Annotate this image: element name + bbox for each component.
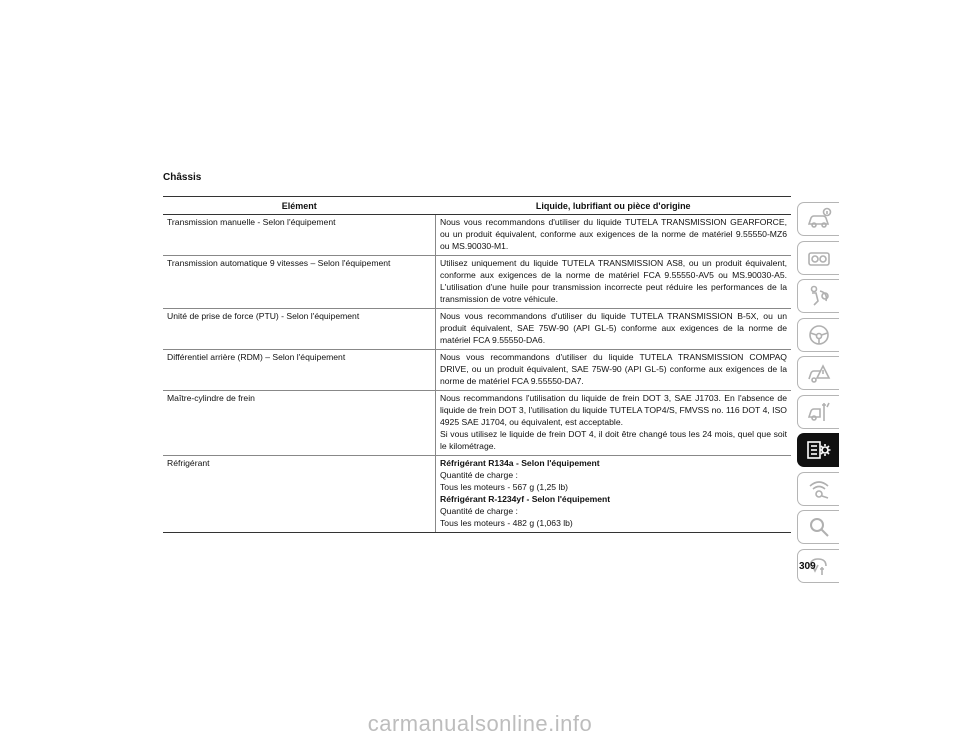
table-row: [163, 391, 791, 456]
tab-car-info[interactable]: [797, 202, 839, 236]
row-description: [436, 456, 792, 533]
car-warning-icon: [806, 360, 832, 386]
tab-safety[interactable]: [797, 279, 839, 313]
refrigerant-r1234yf-qty-label: Quantité de charge :: [440, 506, 518, 516]
row-description: Utilisez uniquement du liquide TUTELA TRANSMISSION AS8, ou un produit équivalent, conforme aux exigences de la norme de matériel FCA 9.55550-AV5 ou MS.90030-A5. L'utilisation d'une huile pour transmission incorrecte peut réduire les performances de la transmission de votre véhicule.: [436, 256, 792, 309]
refrigerant-r134a-qty-label: Quantité de charge :: [440, 470, 518, 480]
index-search-icon: [806, 514, 832, 540]
brake-fluid-note: Si vous utilisez le liquide de frein DOT 4, il doit être changé tous les 24 mois, quel que soit le kilométrage.: [440, 429, 787, 451]
watermark: carmanualsonline.info: [367, 711, 593, 736]
tab-warnings[interactable]: [797, 356, 839, 390]
tab-starting[interactable]: [797, 318, 839, 352]
refrigerant-r1234yf-qty: Tous les moteurs - 482 g (1,063 lb): [440, 518, 573, 528]
table-row: [163, 309, 791, 350]
refrigerant-r1234yf-title: Réfrigérant R-1234yf - Selon l'équipement: [440, 494, 611, 504]
row-element: Maître-cylindre de frein: [163, 391, 436, 456]
specifications-gear-icon: [806, 437, 832, 463]
tab-servicing[interactable]: [797, 395, 839, 429]
row-element: Différentiel arrière (RDM) – Selon l'équipement: [163, 350, 436, 391]
row-description: Nous vous recommandons d'utiliser du liquide TUTELA TRANSMISSION GEARFORCE, ou un produit équivalent, conforme aux exigences de la norme de matériel 9.55550-MZ6 ou MS.90030-M1.: [436, 215, 792, 256]
tab-multimedia[interactable]: [797, 472, 839, 506]
page-number: 309: [799, 561, 816, 572]
table-header-row: [163, 197, 791, 215]
row-description: Nous vous recommandons d'utiliser du liquide TUTELA TRANSMISSION B-5X, ou un produit équivalent, SAE 75W-90 (API GL-5) conforme aux exigences de la norme de matériel FCA 9.55550-DA6.: [436, 309, 792, 350]
table-row: [163, 456, 791, 533]
airbag-safety-icon: [806, 283, 832, 309]
row-element: Réfrigérant: [163, 456, 436, 533]
table-row: [163, 215, 791, 256]
tab-specifications[interactable]: [797, 433, 839, 467]
chapter-tab-strip: [797, 202, 841, 587]
row-element: Transmission manuelle - Selon l'équipement: [163, 215, 436, 256]
car-dashboard-icon: [806, 245, 832, 271]
refrigerant-r134a-qty: Tous les moteurs - 567 g (1,25 lb): [440, 482, 569, 492]
row-element: Transmission automatique 9 vitesses – Selon l'équipement: [163, 256, 436, 309]
column-header-element: Elément: [163, 197, 436, 215]
steering-wheel-icon: [806, 322, 832, 348]
row-element: Unité de prise de force (PTU) - Selon l'équipement: [163, 309, 436, 350]
multimedia-icon: [806, 476, 832, 502]
refrigerant-r134a-title: Réfrigérant R134a - Selon l'équipement: [440, 458, 600, 468]
fluids-table: [163, 196, 791, 533]
tab-index[interactable]: [797, 510, 839, 544]
section-title: Châssis: [163, 172, 202, 183]
row-description: [436, 391, 792, 456]
table-row: [163, 256, 791, 309]
car-service-icon: [806, 399, 832, 425]
row-description: Nous vous recommandons d'utiliser du liquide TUTELA TRANSMISSION COMPAQ DRIVE, ou un produit équivalent, SAE 75W-90 (API GL-5) conforme aux exigences de la norme de matériel FCA 9.55550-DA7.: [436, 350, 792, 391]
tab-dashboard[interactable]: [797, 241, 839, 275]
car-info-icon: [806, 206, 832, 232]
brake-fluid-text: Nous recommandons l'utilisation du liquide de frein DOT 3, SAE J1703. En l'absence de liquide de frein DOT 3, l'utilisation du liquide TUTELA TOP4/S, FMVSS no. 116 DOT 4, ISO 4925 SAE J1704, ou équivalent, est acceptable.: [440, 393, 787, 427]
table-row: [163, 350, 791, 391]
column-header-fluid: Liquide, lubrifiant ou pièce d'origine: [436, 197, 792, 215]
